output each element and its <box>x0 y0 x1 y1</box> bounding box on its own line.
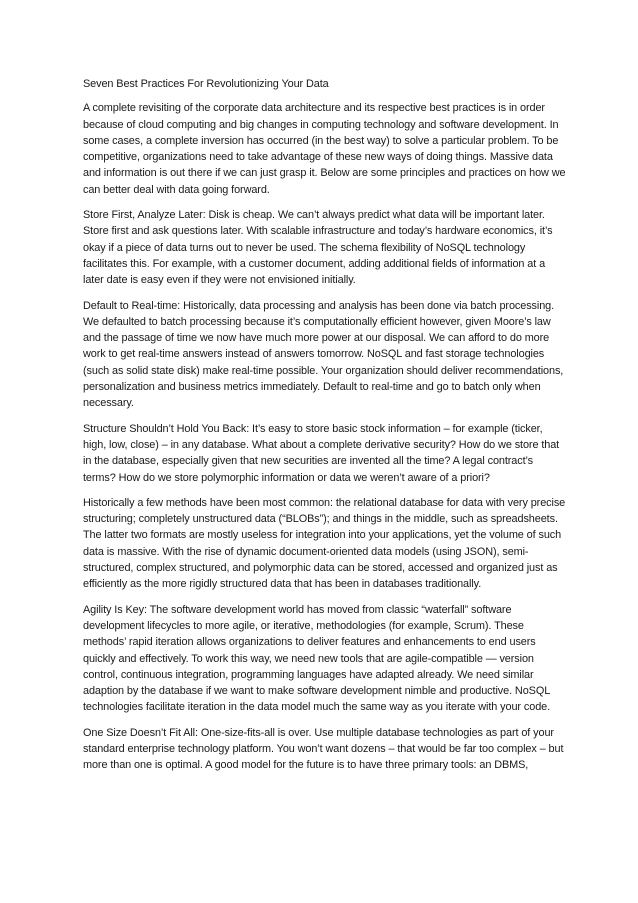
document-title: Seven Best Practices For Revolutionizing Your Data <box>83 78 329 90</box>
paragraph-one-size: One Size Doesn’t Fit All: One-size-fits-all is over. Use multiple database technologies as part of your standard enterprise technology platform. You won’t want dozens – that would be far too complex – but more than one is optimal. A good model for the future is to have three primary tools: an DBMS, <box>83 726 564 772</box>
paragraph-structure: Structure Shouldn’t Hold You Back: It’s easy to store basic stock information – for example (ticker, high, low, close) – in any database. What about a complete derivative security? How do we store that in the database, especially given that new securities are invented all the time? A legal contract’s terms? How do we store polymorphic information or data we weren’t aware of a priori? <box>83 422 560 484</box>
paragraph-agility: Agility Is Key: The software development world has moved from classic “waterfall” software development lifecycles to more agile, or iterative, methodologies (for example, Scrum). These methods’ rapid iteration allows organizations to deliver features and enhancements to end users quickly and effectively. To work this way, we need new tools that are agile-compatible — version control, continuous integration, programming languages have adapted already. We need similar adaption by the database if we want to make software development nimble and productive. NoSQL technologies facilitate iteration in the data model much the same way as you iterate with your code. <box>83 603 551 714</box>
paragraph-store-first: Store First, Analyze Later: Disk is cheap. We can’t always predict what data will be important later. Store first and ask questions later. With scalable infrastructure and today’s hardware economics, it’s okay if a piece of data turns out to never be used. The schema flexibility of NoSQL technology facilitates this. For example, with a customer document, adding additional fields of information at a later date is easy even if they were not envisioned initially. <box>83 209 553 287</box>
paragraph-intro: A complete revisiting of the corporate data architecture and its respective best practices is in order because of cloud computing and big changes in computing technology and software development. In some cases, a complete inversion has occurred (in the best way) to solve a particular problem. To be competitive, organizations need to take advantage of these new ways of doing things. Massive data and information is out there if we can just grasp it. Below are some principles and practices on how we can better deal with data going forward. <box>83 102 566 196</box>
paragraph-default-realtime: Default to Real-time: Historically, data processing and analysis has been done via batch processing. We defaulted to batch processing because it’s computationally efficient however, given Moore’s law and the passage of time we now have much more power at our disposal. We can afford to do more work to get real-time answers instead of answers tomorrow. NoSQL and fast storage technologies (such as solid state disk) make real-time possible. Your organization should deliver recommendations, personalization and business metrics immediately. Default to real-time and go to batch only when necessary. <box>83 299 564 410</box>
paragraph-historically: Historically a few methods have been most common: the relational database for data with very precise structuring; completely unstructured data (“BLOBs”); and things in the middle, such as spreadsheets. The latter two formats are mostly useless for integration into your applications, yet the volume of such data is massive. With the rise of dynamic document-oriented data models (using JSON), semi-structured, complex structured, and polymorphic data can be stored, accessed and organized just as efficiently as the more rigidly structured data that has been in databases traditionally. <box>83 496 566 591</box>
document-body <box>83 76 567 783</box>
